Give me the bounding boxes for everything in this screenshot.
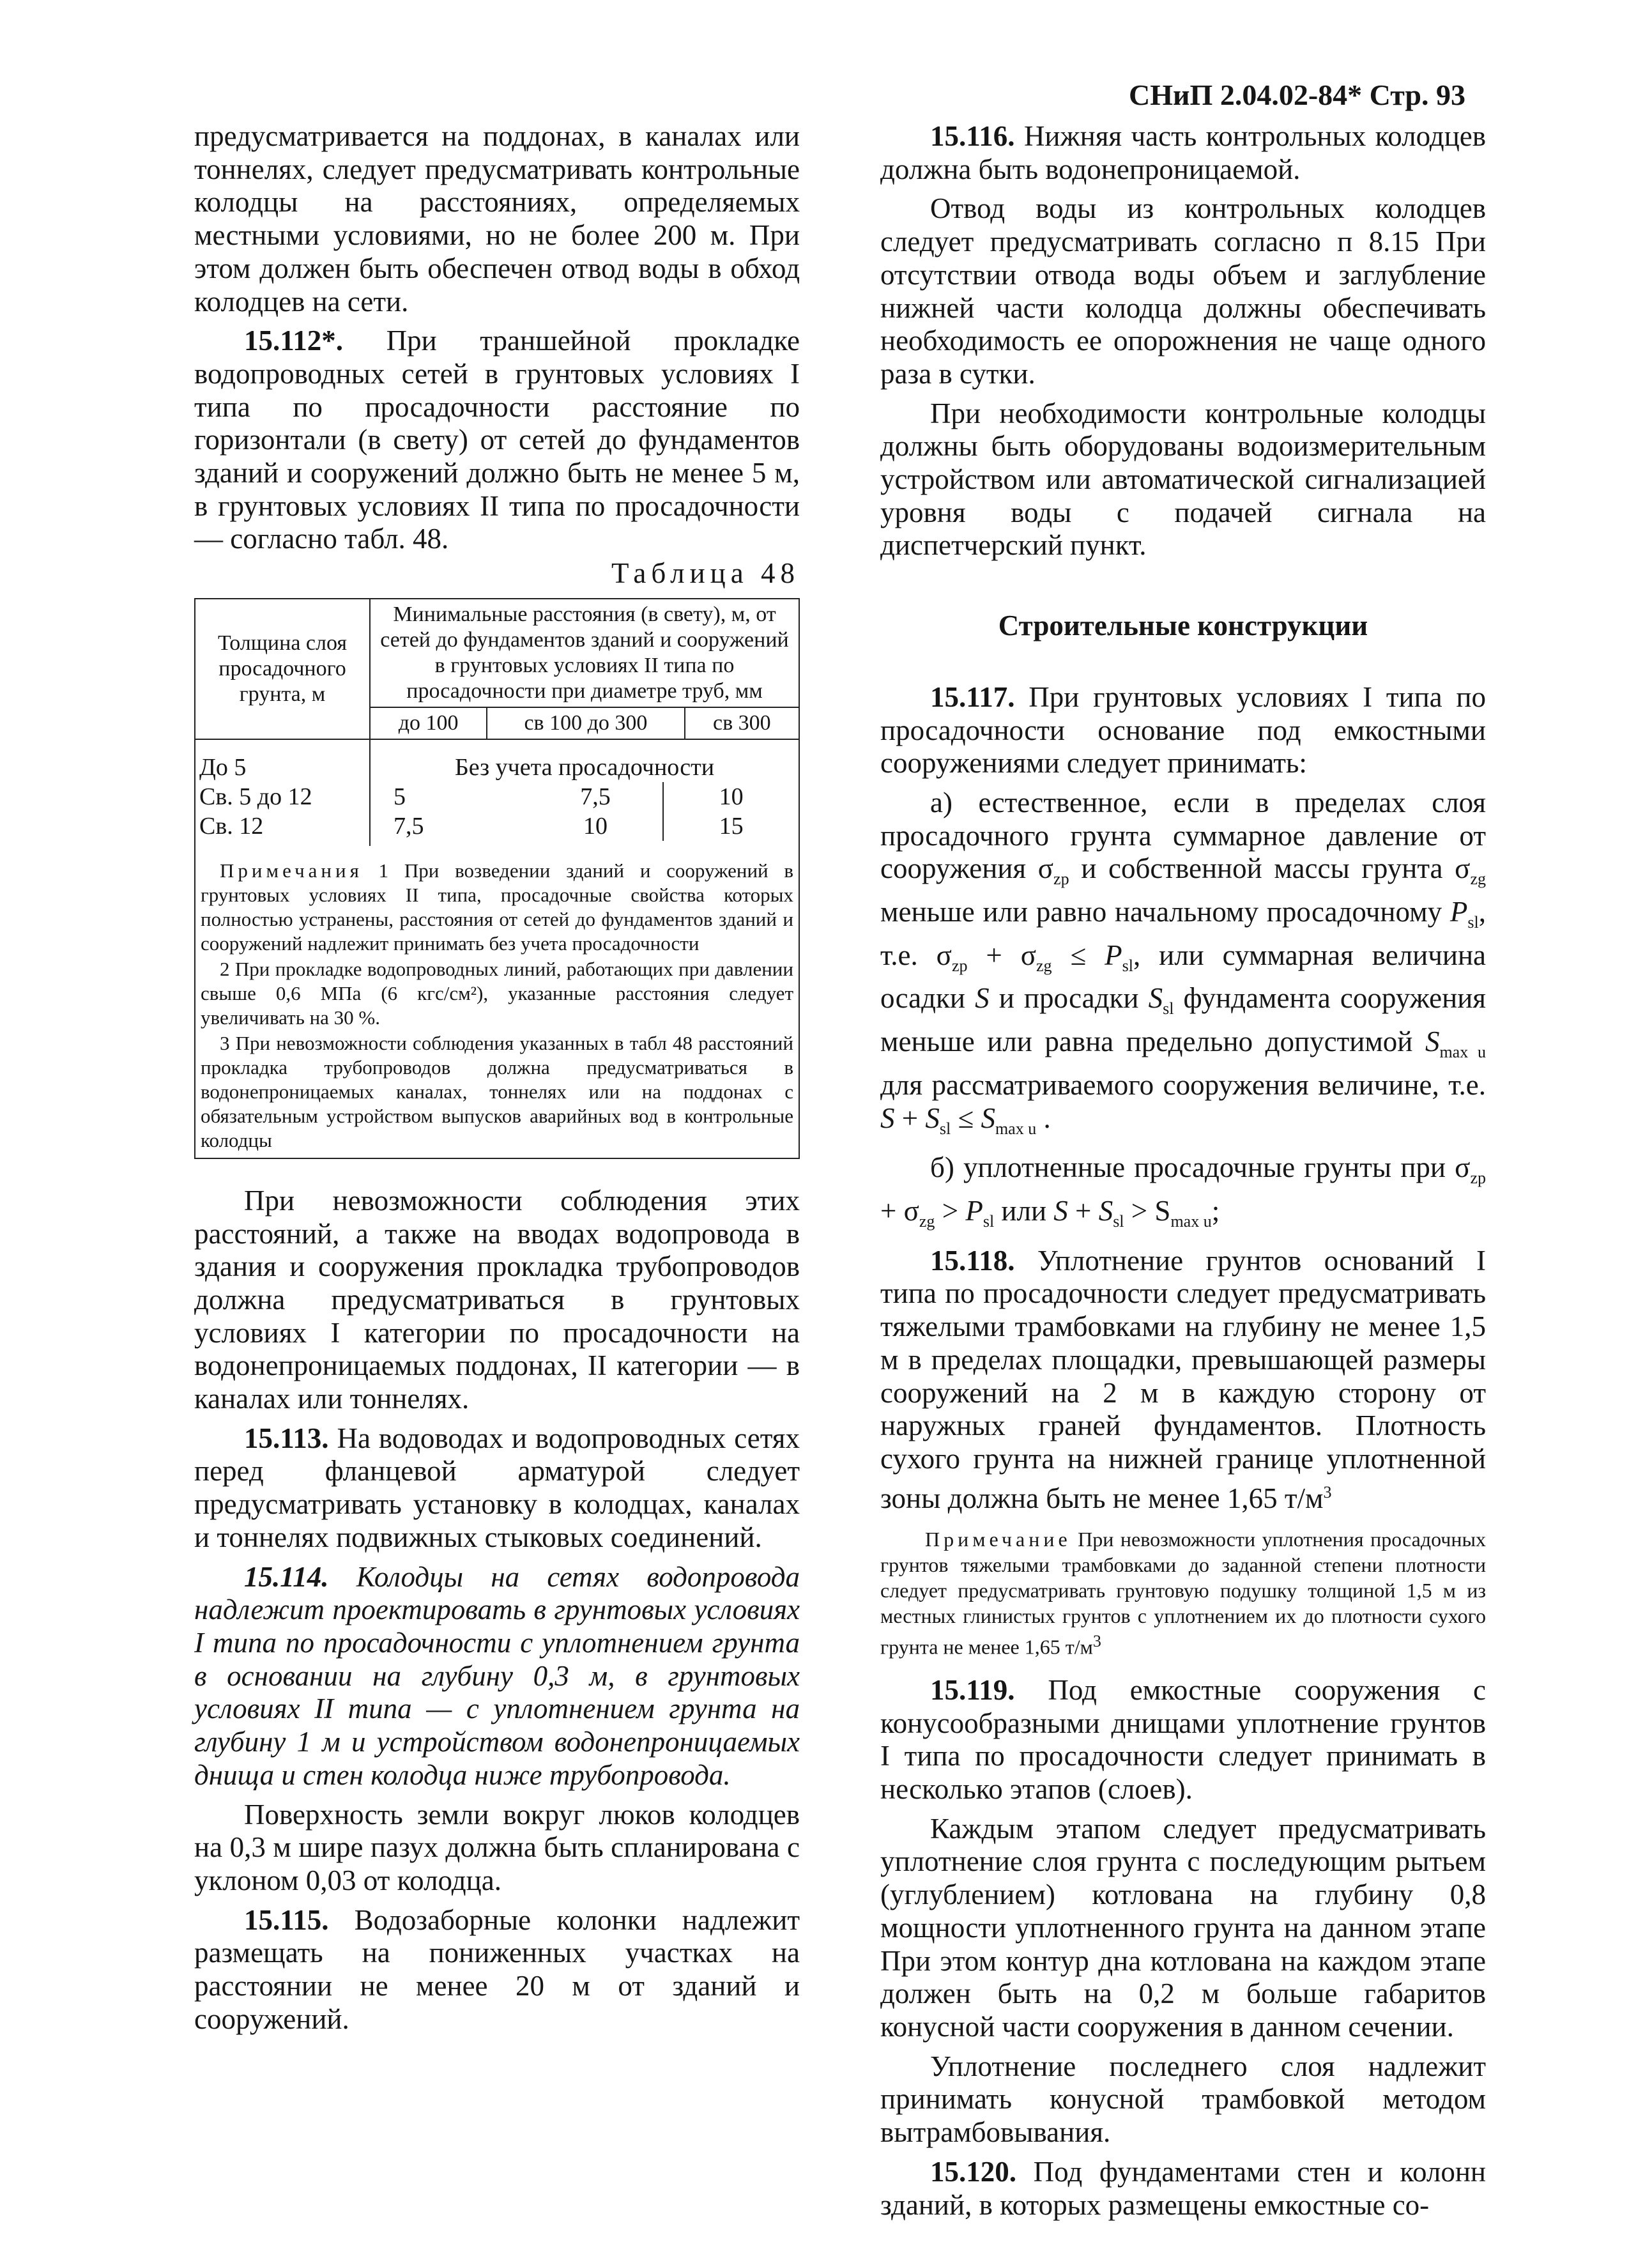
- clause-text: Колодцы на сетях водопровода надлежит проектировать в грунтовых условиях I типа по просадочности с уплотнением грунта в основании на глубину 0,3 м, в грунтовых условиях II типа — с уплотнением грунта на глубину 1 м и устройством водонепроницаемых днища и стен колодца ниже трубопровода.: [194, 1560, 800, 1791]
- clause-number: 15.117.: [930, 680, 1015, 713]
- clause-text: Водозаборные колонки надлежит размещать на пониженных участках на расстоянии не менее 20 м от зданий и сооружений.: [194, 1903, 800, 2035]
- clause-15-114: [194, 1561, 800, 1792]
- table-note: 3 При невозможности соблюдения указанных в табл 48 расстояний прокладка трубопроводов должна предусматриваться в водонепроницаемых каналах, тоннелях или на поддонах с обязательным устройством выпусков аварийных вод в контрольные колодцы: [201, 1031, 793, 1151]
- table-row: [371, 811, 799, 841]
- clause-15-112: [194, 325, 800, 556]
- table-notes: [195, 846, 799, 1158]
- clause-text: При грунтовых условиях I типа по просадочности основание под емкостными сооружениями следует принимать:: [880, 680, 1486, 780]
- right-column: [880, 120, 1486, 2222]
- clause-number: 15.118.: [930, 1244, 1015, 1277]
- notes-label: Примечания: [220, 859, 363, 882]
- table-cell: 15: [719, 812, 744, 840]
- table-subheader: до 100: [370, 707, 487, 739]
- note-text: При невозможности уплотнения просадочных грунтов тяжелыми трамбовками до заданной степени плотности следует предусматривать грунтовую подушку толщиной 1,5 м из местных глинистых грунтов с уплотнением их до плотности сухого грунта не менее 1,65 т/м: [880, 1528, 1487, 1659]
- left-column: [194, 120, 800, 2036]
- table-cell-span: Без учета просадочности: [454, 753, 715, 781]
- table-subheader: св 300: [685, 707, 799, 739]
- table-note: Примечания 1 При возведении зданий и сооружений в грунтовых условиях II типа, просадочные свойства которых полностью устранены, расстояния от сетей до фундаментов зданий и сооружений надлежит принимать без учета просадочности: [201, 859, 794, 955]
- clause-15-120: [880, 2156, 1486, 2222]
- table-48: [194, 598, 800, 1159]
- table-row-labels: [195, 739, 370, 846]
- section-heading: Строительные конструкции: [998, 610, 1368, 642]
- clause-15-116: [880, 120, 1486, 186]
- clause-text: Нижняя часть контрольных колодцев должна быть водонепроницаемой.: [880, 120, 1486, 185]
- note-label: Примечание: [925, 1528, 1071, 1551]
- clause-text: Под емкостные сооружения с конусообразными днищами уплотнение грунтов I типа по просадочности следует принимать в несколько этапов (слоев).: [880, 1673, 1486, 1806]
- clause-number: 15.112*.: [244, 325, 344, 357]
- clause-text: На водоводах и водопроводных сетях перед фланцевой арматурой следует предусматривать установку в колодцах, каналах и тоннелях подвижных стыковых соединений.: [194, 1422, 800, 1553]
- clause-15-119: [880, 1674, 1486, 1806]
- clause-number: 15.114.: [244, 1560, 329, 1593]
- table-cell: Св. 5 до 12: [199, 783, 312, 810]
- table-caption: Таблица 48: [611, 557, 800, 590]
- table-row: [371, 782, 799, 811]
- table-header-thickness: Толщина слоя просадочного грунта, м: [195, 599, 370, 739]
- paragraph: Отвод воды из контрольных колодцев следует предусматривать согласно п 8.15 При отсутствии отвода воды объем и заглубление нижней части колодца должны обеспечивать необходимость ее опорожнения не чаще одного раза в сутки.: [880, 192, 1486, 390]
- table-row-values: [370, 739, 799, 846]
- clause-15-118: 15.118. Уплотнение грунтов оснований I типа по просадочности следует предусматривать тяжелыми трамбовками на глубину не менее 1,5 м в пределах площадки, превышающей размеры сооружений на 2 м в каждую сторону от наружных граней фундаментов. Плотность сухого грунта на нижней границе уплотненной зоны должна быть не менее 1,65 $т/м^3$: [880, 1244, 1487, 1514]
- clause-number: 15.120.: [930, 2155, 1016, 2188]
- note: Примечание При невозможности уплотнения просадочных грунтов тяжелыми трамбовками до заданной степени плотности следует предусматривать грунтовую подушку толщиной 1,5 м из местных глинистых грунтов с уплотнением их до плотности сухого грунта не менее 1,65 $т/м^3$: [880, 1528, 1487, 1659]
- clause-number: 15.113.: [244, 1422, 329, 1454]
- table-cell: 10: [528, 811, 664, 841]
- clause-number: 15.115.: [244, 1903, 329, 1936]
- clause-text: Под фундаментами стен и колонн зданий, в которых размещены емкостные со-: [880, 2155, 1486, 2221]
- table-cell: 5: [394, 783, 406, 810]
- page-header: СНиП 2.04.02-84* Стр. 93: [1129, 79, 1465, 111]
- clause-15-115: [194, 1904, 800, 2036]
- paragraph: Уплотнение последнего слоя надлежит принимать конусной трамбовкой методом вытрамбовывания.: [880, 2050, 1486, 2149]
- clause-text: При траншейной прокладке водопроводных сетей в грунтовых условиях I типа по просадочности расстояние по горизонтали (в свету) от сетей до фундаментов зданий и сооружений должно быть не менее 5 м, в грунтовых условиях II типа по просадочности — согласно табл. 48.: [194, 325, 800, 555]
- clause-number: 15.116.: [930, 120, 1015, 152]
- item-b: б) уплотненные просадочные грунты при $\sigma_{zp} + \sigma_{zg} > P_{sl}$ или $S + S_{sl} > S_{max u}$;: [880, 1151, 1486, 1231]
- table-cell: До 5: [199, 753, 247, 781]
- clause-15-117: [880, 681, 1486, 780]
- clause-number: 15.119.: [930, 1673, 1015, 1706]
- table-cell: 10: [719, 783, 744, 810]
- table-cell: Св. 12: [199, 812, 264, 840]
- paragraph: При невозможности соблюдения этих расстояний, а также на вводах водопровода в здания и сооружения прокладка трубопроводов должна предусматриваться в грунтовых условиях I категории по просадочности на водонепроницаемых поддонах, II категории — в каналах или тоннелях.: [194, 1184, 800, 1415]
- clause-text: Уплотнение грунтов оснований I типа по просадочности следует предусматривать тяжелыми трамбовками на глубину не менее 1,5 м в пределах площадки, превышающей размеры сооружений на 2 м в каждую сторону от наружных граней фундаментов. Плотность сухого грунта на нижней границе уплотненной зоны должна быть не менее 1,65 т/м: [880, 1244, 1487, 1514]
- table-subheader: св 100 до 300: [487, 707, 684, 739]
- clause-15-113: [194, 1422, 800, 1555]
- table-note: 2 При прокладке водопроводных линий, работающих при давлении свыше 0,6 МПа (6 кгс/см²), указанные расстояния следует увеличивать на 30 %.: [201, 957, 793, 1029]
- table-cell: 7,5: [394, 812, 424, 840]
- paragraph: предусматривается на поддонах, в каналах или тоннелях, следует предусматривать контрольные колодцы на расстояниях, определяемых местными условиями, но не более 200 м. При этом должен быть обеспечен отвод воды в обход колодцев на сети.: [194, 120, 800, 318]
- table-cell: 7,5: [528, 782, 664, 811]
- item-a: а) естественное, если в пределах слоя просадочного грунта суммарное давление от сооружения $\sigma_{zp}$ и собственной массы грунта $\sigma_{zg}$ меньше или равно начальному просадочному $P_{sl}$, т.е. $\sigma_{zp} + \sigma_{zg} \le P_{sl}$, или суммарная величина осадки S и просадки $S_{sl}$ фундамента сооружения меньше или равна предельно допустимой $S_{max u}$ для рассматриваемого сооружения величине, т.е. $S + S_{sl} \le S_{max u}$ .: [880, 786, 1487, 1138]
- paragraph: Поверхность земли вокруг люков колодцев на 0,3 м шире пазух должна быть спланирована с уклоном 0,03 от колодца.: [194, 1798, 800, 1896]
- paragraph: При необходимости контрольные колодцы должны быть оборудованы водоизмерительным устройством или автоматической сигнализацией уровня воды с подачей сигнала на диспетчерский пункт.: [880, 397, 1486, 562]
- paragraph: Каждым этапом следует предусматривать уплотнение слоя грунта с последующим рытьем (углублением) котлована на глубину 0,8 мощности уплотненного грунта на данном этапе При этом контур дна котлована на каждом этапе должен быть на 0,2 м больше габаритов конусной части сооружения в данном сечении.: [880, 1812, 1486, 2043]
- table-header-distances: Минимальные расстояния (в свету), м, от сетей до фундаментов зданий и сооружений в грунтовых условиях II типа по просадочности при диаметре труб, мм: [370, 599, 799, 707]
